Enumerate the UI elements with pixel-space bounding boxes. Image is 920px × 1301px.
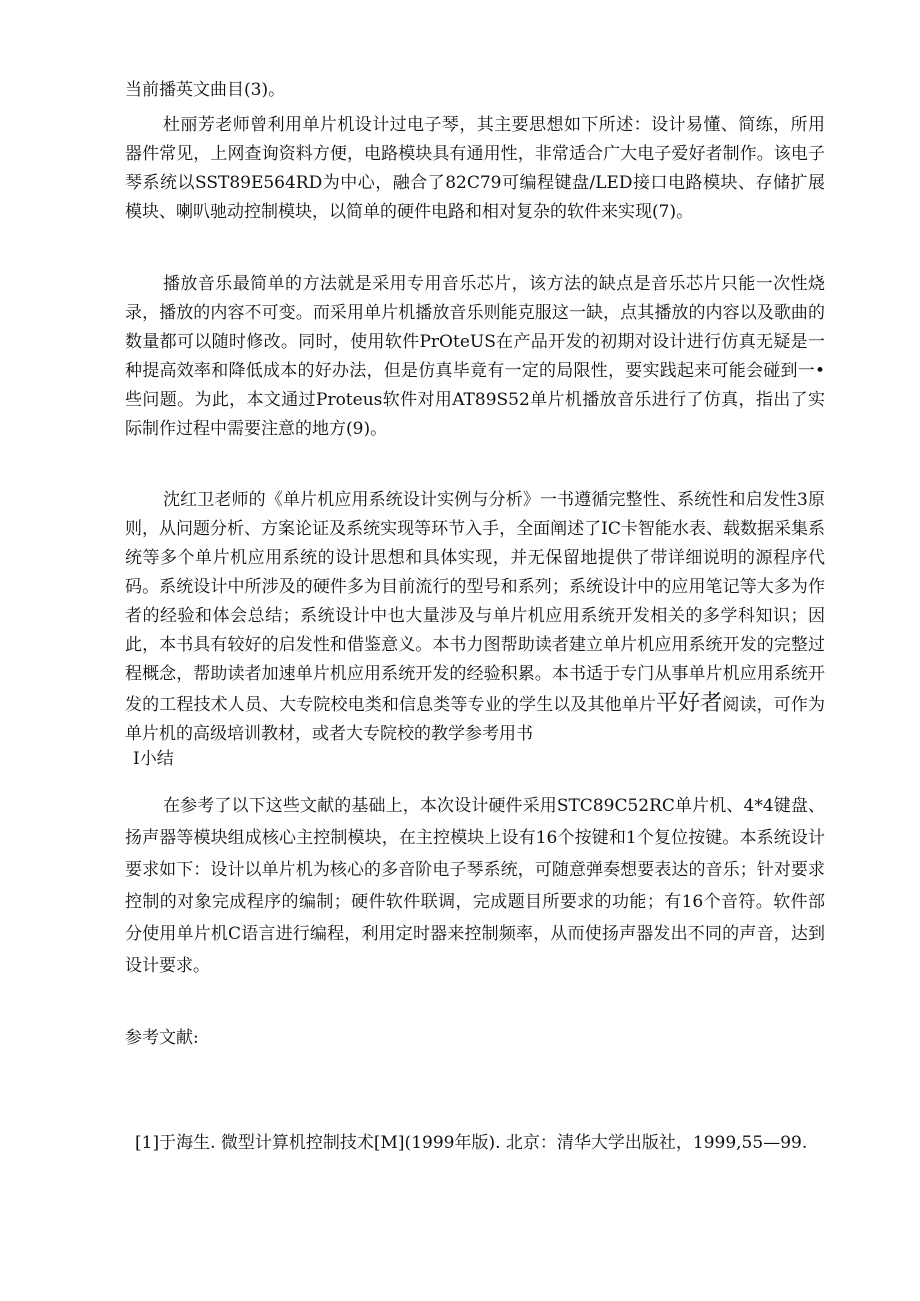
paragraph-3-text-b: 阅读，可作为单片机的高级培训教材，或者大专院校的教学参考用书 xyxy=(125,695,825,744)
paragraph-3-enlarged-text: 平好者 xyxy=(655,691,723,716)
reference-item-1: [1]于海生. 微型计算机控制技术[M](1999年版). 北京：清华大学出版社，1999,55—99. xyxy=(135,1133,808,1153)
references-title: 参考文献: xyxy=(125,1028,199,1048)
paragraph-3 xyxy=(125,486,825,749)
paragraph-1: 杜丽芳老师曾利用单片机设计过电子琴，其主要思想如下所述：设计易懂、简练，所用器件常见，上网查询资料方便，电路模块具有通用性，非常适合广大电子爱好者制作。该电子琴系统以SST89E564RD为中心，融合了82C79可编程键盘/LED接口电路模块、存储扩展模块、喇叭驰动控制模块，以简单的硬件电路和相对复杂的软件来实现(7)。 xyxy=(125,115,825,222)
summary-paragraph: 在参考了以下这些文献的基础上，本次设计硬件采用STC89C52RC单片机、4*4键盘、扬声器等模块组成核心主控制模块，在主控模块上设有16个按键和1个复位按键。本系统设计要求如下：设计以单片机为核心的多音阶电子琴系统，可随意弹奏想要表达的音乐；针对要求控制的对象完成程序的编制；硬件软件联调，完成题目所要求的功能；有16个音符。软件部分使用单片机C语言进行编程，利用定时器来控制频率，从而使扬声器发出不同的声音，达到设计要求。 xyxy=(125,796,825,976)
paragraph-2: 播放音乐最简单的方法就是采用专用音乐芯片，该方法的缺点是音乐芯片只能一次性烧录，播放的内容不可变。而采用单片机播放音乐则能克服这一缺，点其播放的内容以及歌曲的数量都可以随时修改。同时，使用软件PrOteUS在产品开发的初期对设计进行仿真无疑是一种提高效率和降低成本的好办法，但是仿真毕竟有一定的局限性，要实践起来可能会碰到一•些问题。为此，本文通过Proteus软件对用AT89S52单片机播放音乐进行了仿真，指出了实际制作过程中需要注意的地方(9)。 xyxy=(125,274,825,439)
section-heading: I小结 xyxy=(133,749,174,769)
paragraph-0: 当前播英文曲目(3)。 xyxy=(125,80,286,100)
paragraph-3-text-a: 沈红卫老师的《单片机应用系统设计实例与分析》一书遵循完整性、系统性和启发性3原则，从问题分析、方案论证及系统实现等环节入手，全面阐述了IC卡智能水表、载数据采集系统等多个单片机应用系统的设计思想和具体实现，并无保留地提供了带详细说明的源程序代码。系统设计中所涉及的硬件多为目前流行的型号和系列；系统设计中的应用笔记等大多为作者的经验和体会总结；系统设计中也大量涉及与单片机应用系统开发相关的多学科知识；因此，本书具有较好的启发性和借鉴意义。本书力图帮助读者建立单片机应用系统开发的完整过程概念，帮助读者加速单片机应用系统开发的经验积累。本书适于专门从事单片机应用系统开发的工程技术人员、大专院校电类和信息类等专业的学生以及其他单片 xyxy=(125,490,825,715)
